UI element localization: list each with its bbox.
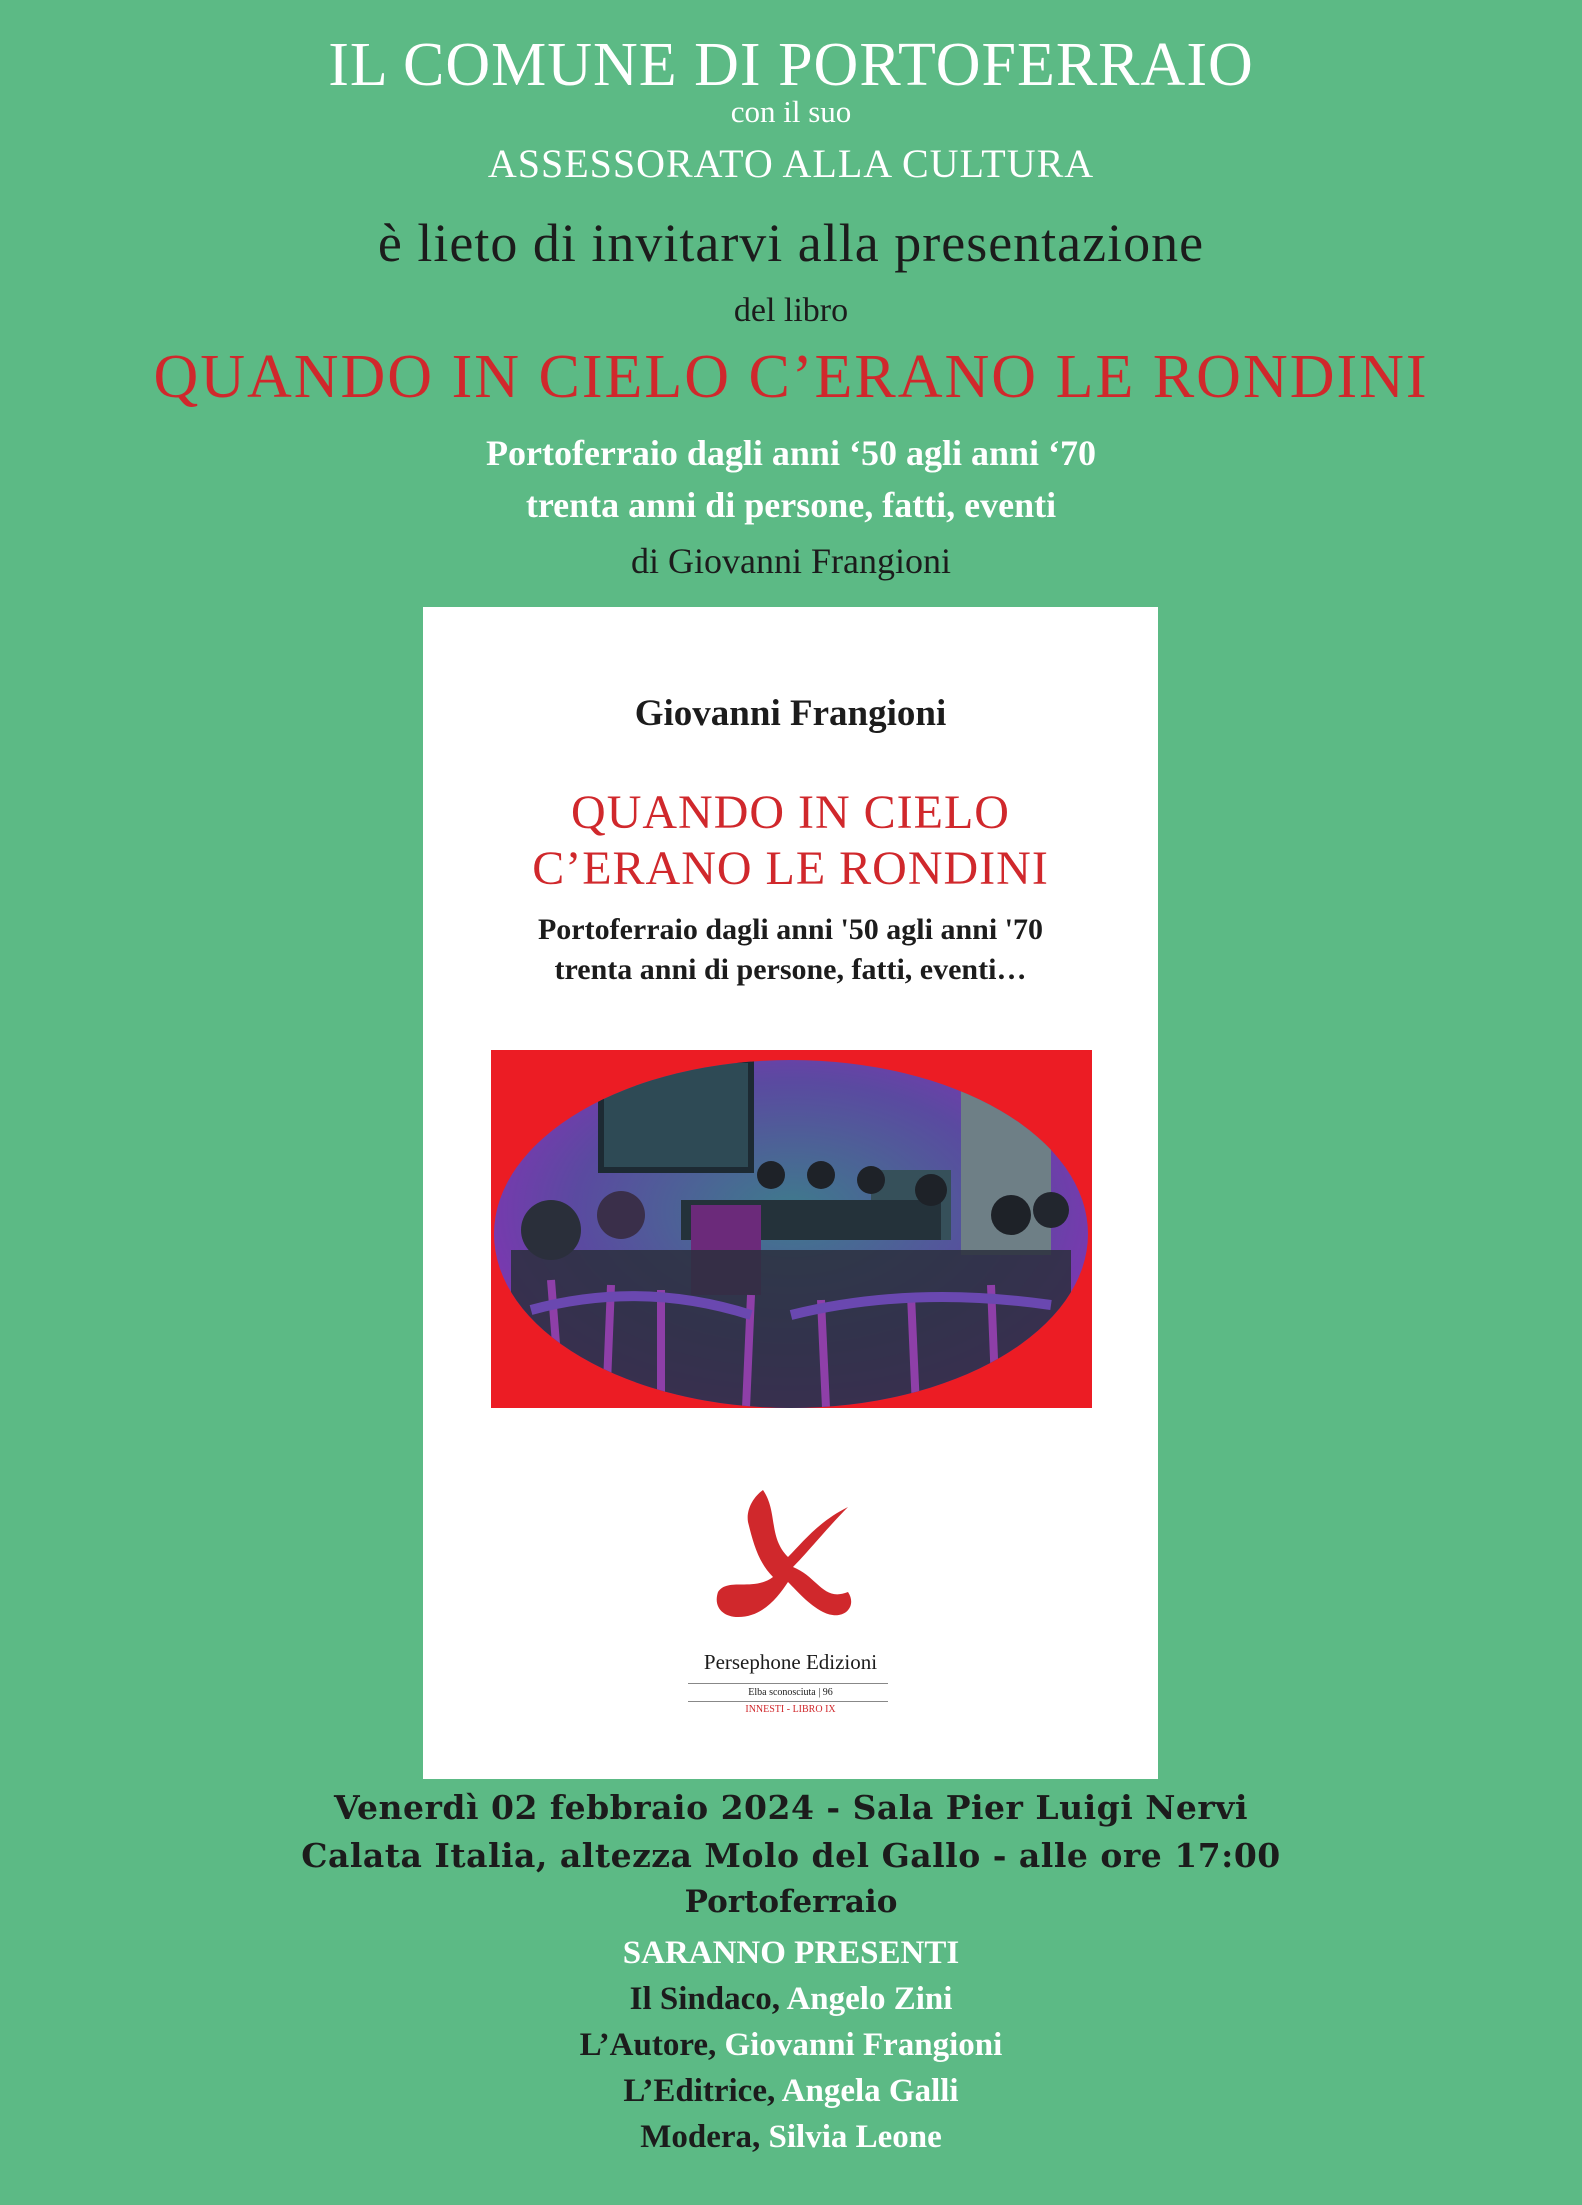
- event-address-time: Calata Italia, altezza Molo del Gallo - alle ore 17:00: [301, 1836, 1281, 1875]
- guest-name: Giovanni Frangioni: [724, 2027, 1003, 2063]
- guest-line: [0, 1981, 1582, 2018]
- publisher-divider-top: [688, 1683, 888, 1684]
- del-libro-text: del libro: [733, 292, 849, 329]
- cover-title-2: C’ERANO LE RONDINI: [532, 842, 1049, 895]
- publisher-divider-bottom: [688, 1701, 888, 1702]
- guests-heading: SARANNO PRESENTI: [622, 1935, 960, 1971]
- guest-role: L’Editrice,: [623, 2073, 776, 2109]
- cover-subtitle-2: trenta anni di persone, fatti, eventi…: [554, 953, 1027, 986]
- comune-heading: IL COMUNE DI PORTOFERRAIO: [328, 31, 1254, 99]
- cover-subtitle-1: Portoferraio dagli anni '50 agli anni '70: [537, 913, 1043, 946]
- publisher-collection: INNESTI - LIBRO IX: [745, 1704, 836, 1715]
- book-subtitle-1: Portoferraio dagli anni ‘50 agli anni ‘70: [486, 433, 1096, 473]
- guest-role: Il Sindaco,: [629, 1981, 780, 2017]
- guest-line: [0, 2027, 1582, 2064]
- event-date-venue: Venerdì 02 febbraio 2024 - Sala Pier Luigi Nervi: [333, 1788, 1249, 1827]
- assessorato-text: ASSESSORATO ALLA CULTURA: [487, 141, 1095, 186]
- con-il-suo-text: con il suo: [730, 94, 852, 129]
- book-cover: [423, 607, 1158, 1779]
- cover-photo: [491, 1050, 1092, 1408]
- book-title: QUANDO IN CIELO C’ERANO LE RONDINI: [153, 343, 1429, 411]
- meeting-photo-image: [491, 1050, 1092, 1408]
- publisher-series: Elba sconosciuta | 96: [748, 1687, 833, 1698]
- guest-role: Modera,: [640, 2119, 761, 2155]
- invitation-text: è lieto di invitarvi alla presentazione: [377, 213, 1205, 273]
- cover-title-1: QUANDO IN CIELO: [571, 786, 1010, 839]
- guest-line: [0, 2119, 1582, 2156]
- book-subtitle-2: trenta anni di persone, fatti, eventi: [525, 485, 1057, 525]
- guest-name: Silvia Leone: [768, 2119, 942, 2155]
- guest-name: Angela Galli: [781, 2073, 959, 2109]
- guest-role: L’Autore,: [579, 2027, 717, 2063]
- book-author-line: di Giovanni Frangioni: [631, 541, 951, 581]
- publisher-name: Persephone Edizioni: [703, 1650, 878, 1674]
- guest-line: [0, 2073, 1582, 2110]
- guest-name: Angelo Zini: [786, 1981, 953, 2017]
- event-city: Portoferraio: [684, 1884, 898, 1920]
- cover-author: Giovanni Frangioni: [634, 693, 947, 734]
- persephone-logo-icon: [708, 1482, 868, 1632]
